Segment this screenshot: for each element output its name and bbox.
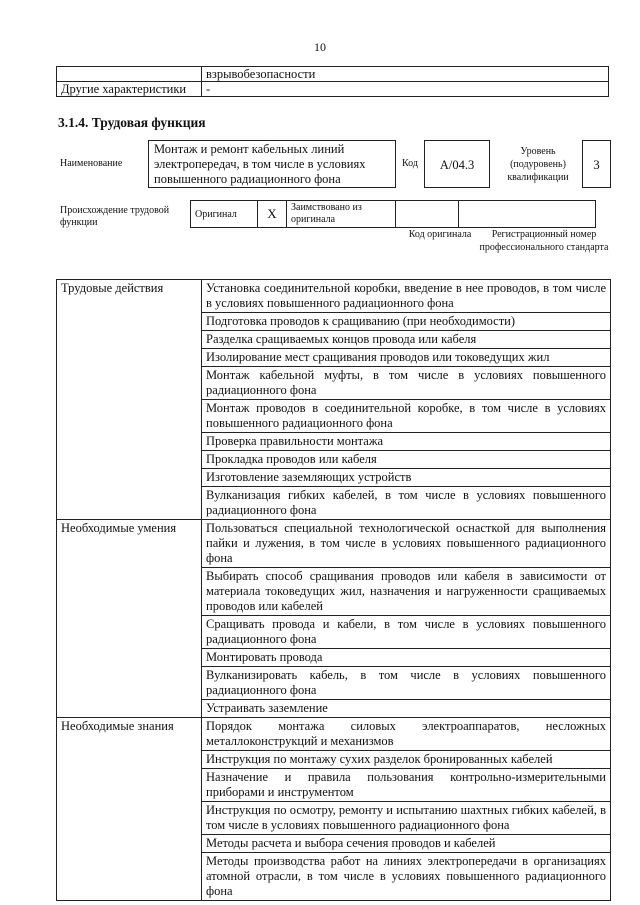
section-item: Сращивать провода и кабели, в том числе в условиях повышенного радиационного фона — [202, 616, 611, 649]
origin-label: Происхождение трудовой функции — [60, 205, 170, 228]
code-value: A/04.3 — [424, 140, 490, 188]
table-row — [191, 201, 596, 228]
function-details-body — [57, 280, 611, 901]
page-number: 10 — [314, 40, 326, 54]
function-name-value: Монтаж и ремонт кабельных линий электропередач, в том числе в условиях повышенного радиационного фона — [148, 140, 396, 188]
code-label: Код — [402, 158, 418, 169]
section-item: Вулканизация гибких кабелей, в том числе в условиях повышенного радиационного фона — [202, 487, 611, 520]
section-item: Устраивать заземление — [202, 700, 611, 718]
section-item: Монтаж кабельной муфты, в том числе в условиях повышенного радиационного фона — [202, 367, 611, 400]
section-item: Изолирование мест сращивания проводов или токоведущих жил — [202, 349, 611, 367]
section-item: Монтировать провода — [202, 649, 611, 667]
table-row — [57, 82, 609, 97]
borrowed-label: Заимствовано из оригинала — [287, 201, 396, 228]
level-label: Уровень (подуровень) квалификации — [507, 146, 569, 183]
characteristics-table — [56, 66, 609, 97]
section-item: Вулканизировать кабель, в том числе в условиях повышенного радиационного фона — [202, 667, 611, 700]
table-row — [57, 67, 609, 82]
section-item: Инструкция по осмотру, ремонту и испытанию шахтных гибких кабелей, в том числе в условиях повышенного радиационного фона — [202, 802, 611, 835]
characteristic-label — [57, 67, 202, 82]
section-item: Методы производства работ на линиях электропередачи в организациях атомной отрасли, в том числе в условиях повышенного радиационного фона — [202, 853, 611, 901]
table-row — [57, 718, 611, 751]
characteristic-value: взрывобезопасности — [202, 67, 609, 82]
section-item: Установка соединительной коробки, введение в нее проводов, в том числе в условиях повышенного радиационного фона — [202, 280, 611, 313]
section-item: Пользоваться специальной технологической оснасткой для выполнения пайки и лужения, в том числе в условиях повышенного радиационного фона — [202, 520, 611, 568]
function-details-table — [56, 279, 611, 901]
characteristic-value: - — [202, 82, 609, 97]
section-title: 3.1.4. Трудовая функция — [58, 115, 206, 130]
section-item: Инструкция по монтажу сухих разделок бронированных кабелей — [202, 751, 611, 769]
section-category: Трудовые действия — [57, 280, 202, 520]
section-item: Проверка правильности монтажа — [202, 433, 611, 451]
section-item: Назначение и правила пользования контрольно-измерительными приборами и инструментом — [202, 769, 611, 802]
section-item: Подготовка проводов к сращиванию (при необходимости) — [202, 313, 611, 331]
section-item: Прокладка проводов или кабеля — [202, 451, 611, 469]
reg-number-label: Регистрационный номер профессионального стандарта — [479, 229, 609, 253]
table-row — [57, 280, 611, 313]
code-original-cell — [396, 201, 459, 228]
code-original-label: Код оригинала — [408, 229, 472, 240]
section-item: Методы расчета и выбора сечения проводов и кабелей — [202, 835, 611, 853]
section-item: Разделка сращиваемых концов провода или кабеля — [202, 331, 611, 349]
level-value: 3 — [582, 140, 611, 188]
table-row — [57, 520, 611, 568]
original-label: Оригинал — [191, 201, 258, 228]
section-item: Монтаж проводов в соединительной коробке, в том числе в условиях повышенного радиационного фона — [202, 400, 611, 433]
section-item: Изготовление заземляющих устройств — [202, 469, 611, 487]
section-item: Выбирать способ сращивания проводов или кабеля в зависимости от материала токоведущих жил, назначения и нагруженности сращиваемых проводов или кабелей — [202, 568, 611, 616]
origin-table — [190, 200, 596, 228]
reg-number-cell — [459, 201, 596, 228]
section-category: Необходимые знания — [57, 718, 202, 901]
name-label: Наименование — [60, 158, 123, 169]
section-item: Порядок монтажа силовых электроаппаратов, несложных металлоконструкций и механизмов — [202, 718, 611, 751]
section-category: Необходимые умения — [57, 520, 202, 718]
characteristic-label: Другие характеристики — [57, 82, 202, 97]
original-mark: X — [258, 201, 287, 228]
